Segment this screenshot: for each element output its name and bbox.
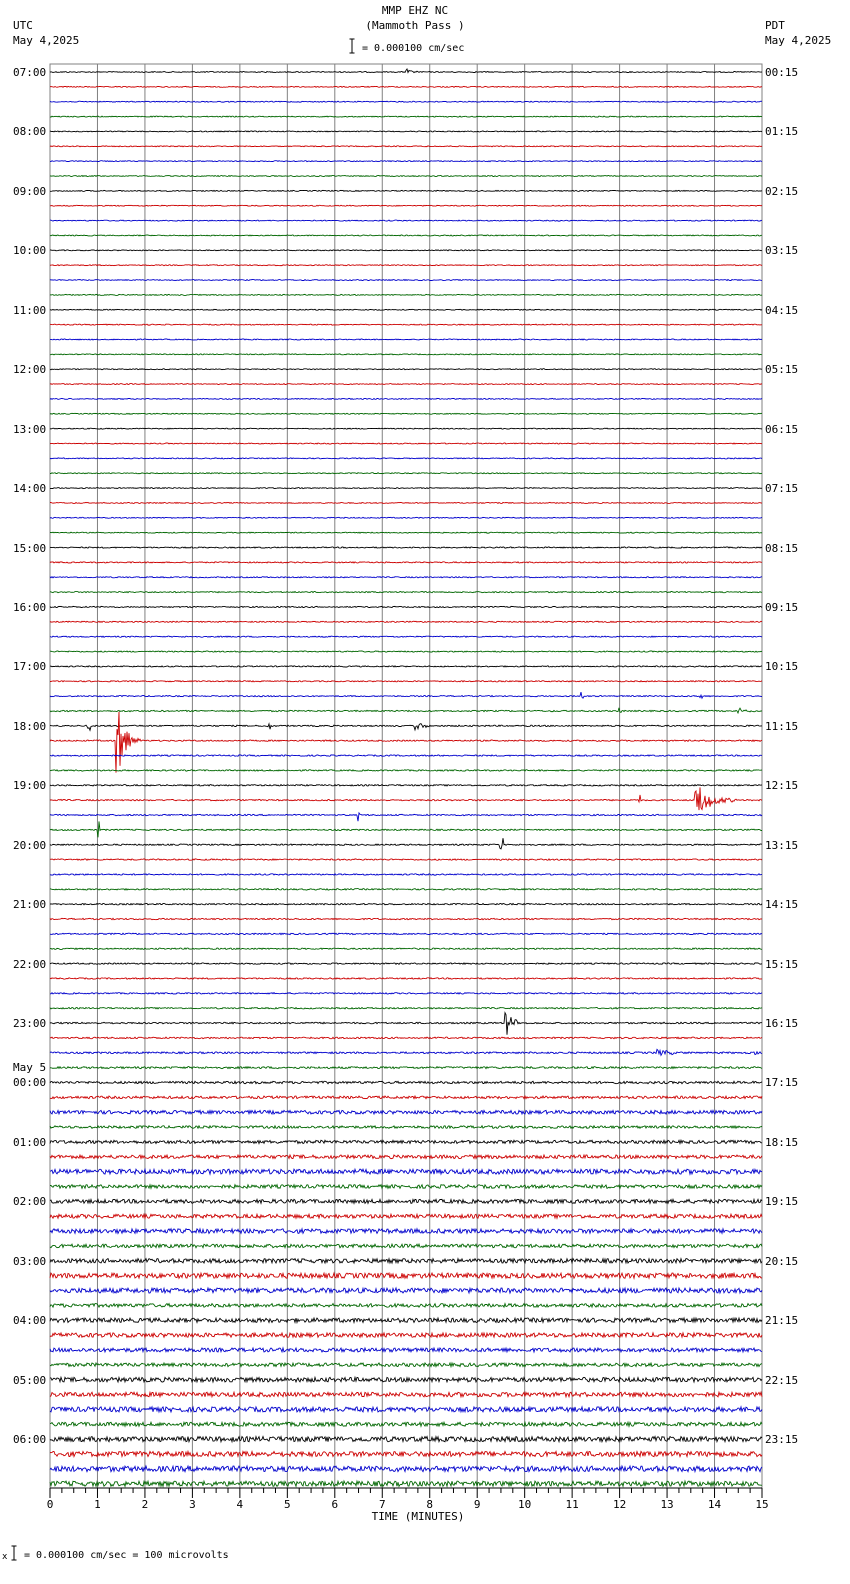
pdt-hour-label: 06:15 xyxy=(765,422,799,436)
left-timezone: UTC xyxy=(13,19,33,32)
seismic-trace xyxy=(50,146,762,147)
pdt-hour-label: 11:15 xyxy=(765,719,799,733)
utc-hour-label: 20:00 xyxy=(13,838,47,852)
utc-hour-label: 23:00 xyxy=(13,1017,47,1031)
seismic-trace xyxy=(50,176,762,177)
seismic-trace xyxy=(50,1288,762,1293)
utc-hour-label: 01:00 xyxy=(13,1135,47,1149)
x-tick-label: 8 xyxy=(426,1498,434,1511)
pdt-hour-label: 16:15 xyxy=(765,1017,799,1031)
footer-marker: x xyxy=(2,1552,8,1562)
utc-hour-label: 17:00 xyxy=(13,660,47,674)
seismic-trace xyxy=(50,1008,762,1009)
station-location: (Mammoth Pass ) xyxy=(365,19,465,32)
plot-frame xyxy=(50,64,762,1488)
x-tick-label: 11 xyxy=(565,1498,579,1511)
right-timezone: PDT xyxy=(765,19,785,32)
seismic-trace xyxy=(50,838,762,849)
seismic-trace xyxy=(50,577,762,578)
seismic-trace xyxy=(50,813,762,821)
seismic-trace xyxy=(50,1229,762,1234)
seismic-trace xyxy=(50,532,762,533)
seismic-trace xyxy=(50,963,762,964)
pdt-hour-label: 05:15 xyxy=(765,363,799,377)
seismic-trace xyxy=(50,101,762,102)
pdt-hour-label: 10:15 xyxy=(765,660,799,674)
seismic-trace xyxy=(50,235,762,236)
utc-hour-label: 12:00 xyxy=(13,363,47,377)
pdt-hour-label: 03:15 xyxy=(765,244,799,258)
pdt-hour-label: 14:15 xyxy=(765,898,799,912)
x-tick-label: 4 xyxy=(236,1498,244,1511)
pdt-hour-label: 22:15 xyxy=(765,1373,799,1387)
seismic-trace xyxy=(50,428,762,429)
seismic-trace xyxy=(50,993,762,994)
seismic-trace xyxy=(50,1155,762,1159)
pdt-hour-label: 20:15 xyxy=(765,1254,799,1268)
pdt-hour-label: 15:15 xyxy=(765,957,799,971)
x-tick-label: 13 xyxy=(660,1498,674,1511)
seismic-trace xyxy=(50,1096,762,1099)
seismic-trace xyxy=(50,339,762,340)
seismic-trace xyxy=(50,384,762,385)
seismic-trace xyxy=(50,280,762,281)
seismic-trace xyxy=(50,692,762,698)
seismic-trace xyxy=(50,1185,762,1189)
seismic-trace xyxy=(50,1451,762,1456)
pdt-hour-label: 00:15 xyxy=(765,66,799,79)
seismic-trace xyxy=(50,1214,762,1218)
seismic-trace xyxy=(50,1169,762,1174)
utc-hour-label: 21:00 xyxy=(13,898,47,912)
utc-hour-label: 14:00 xyxy=(13,482,47,496)
footer-scale-bar-icon xyxy=(11,1545,17,1561)
seismic-trace xyxy=(50,592,762,593)
seismic-trace xyxy=(50,1437,762,1442)
utc-hour-label: 15:00 xyxy=(13,541,47,555)
utc-hour-label: 16:00 xyxy=(13,600,47,614)
utc-hour-label: 09:00 xyxy=(13,184,47,198)
seismic-trace xyxy=(50,547,762,548)
seismic-trace xyxy=(50,398,762,399)
x-tick-label: 3 xyxy=(189,1498,196,1511)
seismic-trace xyxy=(50,636,762,637)
pdt-hour-label: 07:15 xyxy=(765,482,799,496)
seismic-trace xyxy=(50,1333,762,1337)
seismic-trace xyxy=(50,859,762,860)
x-tick-label: 9 xyxy=(473,1498,481,1511)
scale-bar-icon xyxy=(349,38,355,54)
seismic-trace xyxy=(50,1067,762,1069)
seismic-trace xyxy=(50,1126,762,1129)
pdt-hour-label: 08:15 xyxy=(765,541,799,555)
seismic-trace xyxy=(50,131,762,132)
seismic-trace xyxy=(50,1407,762,1412)
x-tick-label: 2 xyxy=(141,1498,149,1511)
utc-hour-label: 08:00 xyxy=(13,125,47,139)
seismic-trace xyxy=(50,354,762,355)
seismic-trace xyxy=(50,517,762,518)
seismic-trace xyxy=(50,787,762,810)
seismic-traces xyxy=(50,69,762,1486)
x-tick-label: 12 xyxy=(612,1498,627,1511)
seismic-trace xyxy=(50,1348,762,1352)
seismic-trace xyxy=(50,621,762,622)
x-tick-label: 1 xyxy=(94,1498,101,1511)
seismic-trace xyxy=(50,1049,762,1055)
seismic-trace xyxy=(50,294,762,295)
seismic-trace xyxy=(50,161,762,162)
seismic-trace xyxy=(50,889,762,890)
left-date: May 4,2025 xyxy=(13,34,80,47)
seismic-trace xyxy=(50,1140,762,1143)
pdt-hour-label: 01:15 xyxy=(765,125,799,139)
pdt-hour-label: 13:15 xyxy=(765,838,799,852)
seismic-trace xyxy=(50,205,762,206)
utc-hour-label: 13:00 xyxy=(13,422,47,436)
footer-scale-label: = 0.000100 cm/sec = 100 microvolts xyxy=(24,1550,229,1561)
seismic-trace xyxy=(50,1377,762,1382)
seismic-trace xyxy=(50,681,762,682)
seismic-trace xyxy=(50,502,762,503)
seismic-trace xyxy=(50,309,762,310)
seismic-trace xyxy=(50,666,762,667)
utc-hour-label: 04:00 xyxy=(13,1314,47,1328)
x-tick-label: 6 xyxy=(331,1498,339,1511)
seismic-trace xyxy=(50,562,762,563)
station-title: MMP EHZ NC xyxy=(381,4,449,17)
minute-grid xyxy=(50,64,762,1488)
seismic-trace xyxy=(50,1318,762,1322)
seismic-trace xyxy=(50,250,762,251)
utc-hour-label: 03:00 xyxy=(13,1254,47,1268)
seismic-trace xyxy=(50,1392,762,1397)
date-change-label: May 5 xyxy=(13,1061,47,1074)
x-tick-label: 15 xyxy=(755,1498,769,1511)
utc-hour-label: 10:00 xyxy=(13,244,47,258)
seismic-trace xyxy=(50,651,762,652)
seismic-trace xyxy=(50,1481,762,1486)
seismic-trace xyxy=(50,785,762,786)
seismic-trace xyxy=(50,724,762,731)
seismic-trace xyxy=(50,606,762,607)
utc-hour-label: 11:00 xyxy=(13,303,47,317)
pdt-hour-label: 23:15 xyxy=(765,1433,799,1447)
pdt-hour-label: 21:15 xyxy=(765,1314,799,1328)
seismic-trace xyxy=(50,1244,762,1248)
seismic-trace xyxy=(50,712,762,773)
utc-hour-label: 19:00 xyxy=(13,779,47,793)
pdt-hour-label: 17:15 xyxy=(765,1076,799,1090)
seismic-trace xyxy=(50,755,762,756)
seismic-trace xyxy=(50,1259,762,1263)
x-tick-label: 10 xyxy=(518,1498,532,1511)
seismic-trace xyxy=(50,904,762,905)
seismic-trace xyxy=(50,265,762,266)
seismic-trace xyxy=(50,116,762,117)
seismic-trace xyxy=(50,69,762,73)
seismic-trace xyxy=(50,1422,762,1426)
seismic-trace xyxy=(50,443,762,444)
seismic-trace xyxy=(50,1081,762,1083)
seismic-trace xyxy=(50,770,762,771)
seismic-trace xyxy=(50,1304,762,1308)
utc-hour-label: 18:00 xyxy=(13,719,47,733)
seismic-trace xyxy=(50,413,762,414)
x-tick-label: 7 xyxy=(378,1498,386,1511)
seismic-trace xyxy=(50,369,762,370)
seismic-trace xyxy=(50,220,762,221)
seismic-trace xyxy=(50,473,762,474)
pdt-hour-label: 04:15 xyxy=(765,303,799,317)
utc-hour-label: 00:00 xyxy=(13,1076,47,1090)
utc-hour-label: 22:00 xyxy=(13,957,47,971)
pdt-hour-label: 18:15 xyxy=(765,1135,799,1149)
time-axis xyxy=(50,1488,762,1498)
seismic-trace xyxy=(50,1013,762,1035)
seismic-trace xyxy=(50,933,762,934)
x-tick-label: 0 xyxy=(46,1498,54,1511)
seismic-trace xyxy=(50,918,762,919)
seismic-trace xyxy=(50,1273,762,1278)
right-date: May 4,2025 xyxy=(765,34,832,47)
utc-hour-label: 06:00 xyxy=(13,1433,47,1447)
x-axis-label: TIME (MINUTES) xyxy=(371,1510,465,1523)
seismic-trace xyxy=(50,978,762,979)
seismic-trace xyxy=(50,1037,762,1039)
x-tick-label: 14 xyxy=(707,1498,722,1511)
scale-label: = 0.000100 cm/sec xyxy=(362,43,465,54)
utc-hour-label: 05:00 xyxy=(13,1373,47,1387)
utc-hour-label: 02:00 xyxy=(13,1195,47,1209)
utc-hour-label: 07:00 xyxy=(13,66,47,79)
seismic-trace xyxy=(50,1199,762,1203)
seismic-trace xyxy=(50,190,762,191)
seismic-trace xyxy=(50,708,762,713)
pdt-hour-label: 12:15 xyxy=(765,779,799,793)
seismic-trace xyxy=(50,1466,762,1472)
x-tick-label: 5 xyxy=(284,1498,291,1511)
seismic-trace xyxy=(50,821,762,837)
seismic-trace xyxy=(50,874,762,875)
seismic-trace xyxy=(50,488,762,489)
seismic-trace xyxy=(50,86,762,87)
seismic-trace xyxy=(50,1110,762,1114)
seismic-trace xyxy=(50,324,762,325)
seismic-trace xyxy=(50,1363,762,1367)
seismic-trace xyxy=(50,458,762,459)
pdt-hour-label: 02:15 xyxy=(765,184,799,198)
pdt-hour-label: 09:15 xyxy=(765,600,799,614)
seismic-trace xyxy=(50,948,762,949)
pdt-hour-label: 19:15 xyxy=(765,1195,799,1209)
